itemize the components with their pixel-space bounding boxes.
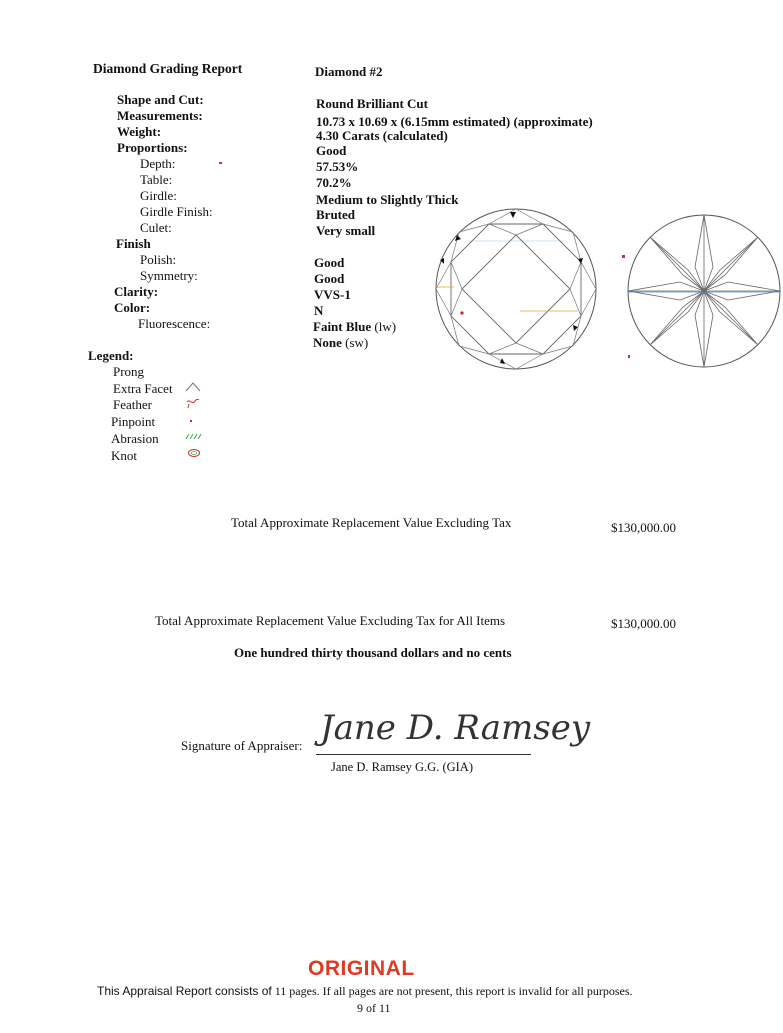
girdle-label: Girdle: <box>140 188 177 203</box>
culet-label: Culet: <box>140 220 172 235</box>
diamond-id: Diamond #2 <box>315 64 383 79</box>
shape-value: Round Brilliant Cut <box>316 96 428 111</box>
table-value: 70.2% <box>316 175 352 190</box>
weight-label: Weight: <box>117 124 162 139</box>
pinpoint-icon <box>190 420 192 422</box>
fluorescence-sw-note: (sw) <box>345 335 369 350</box>
signature-line <box>316 754 531 755</box>
feather-icon <box>185 396 201 410</box>
measurements-value: 10.73 x 10.69 x (6.15mm estimated) (approximate) <box>316 114 593 129</box>
pinpoint-mark <box>622 255 625 258</box>
pinpoint-mark <box>628 355 630 358</box>
report-title: Diamond Grading Report <box>93 61 243 76</box>
color-label: Color: <box>114 300 151 315</box>
color-value: N <box>314 303 324 318</box>
shape-label: Shape and Cut: <box>117 92 204 107</box>
legend-extra-facet: Extra Facet <box>113 381 173 396</box>
abrasion-icon <box>184 431 202 441</box>
appraiser-name: Jane D. Ramsey G.G. (GIA) <box>331 760 473 774</box>
legend-pinpoint: Pinpoint <box>111 414 156 429</box>
girdle-value: Medium to Slightly Thick <box>316 192 459 207</box>
clarity-value: VVS-1 <box>314 287 351 302</box>
clarity-label: Clarity: <box>114 284 159 299</box>
knot-icon <box>186 447 202 459</box>
extra-facet-icon <box>185 381 201 393</box>
value-in-words: One hundred thirty thousand dollars and no cents <box>234 645 512 660</box>
fluorescence-sw-value: None <box>313 335 342 350</box>
symmetry-value: Good <box>314 271 345 286</box>
pavilion-plot-diagram <box>625 212 783 370</box>
all-items-value: $130,000.00 <box>611 616 676 631</box>
girdle-finish-label: Girdle Finish: <box>140 204 213 219</box>
page-number: 9 of 11 <box>357 1001 391 1015</box>
polish-value: Good <box>314 255 345 270</box>
culet-value: Very small <box>316 223 376 238</box>
pinpoint-mark <box>219 162 222 164</box>
depth-label: Depth: <box>140 156 176 171</box>
fluorescence-sw <box>313 335 368 351</box>
footer-notice-part1: This Appraisal Report consists of <box>97 984 272 998</box>
girdle-finish-value: Bruted <box>316 207 355 222</box>
legend-knot: Knot <box>111 448 137 463</box>
footer-notice <box>97 984 633 999</box>
fluorescence-lw-value: Faint Blue <box>313 319 372 334</box>
measurements-label: Measurements: <box>117 108 203 123</box>
legend-abrasion: Abrasion <box>111 431 159 446</box>
table-label: Table: <box>140 172 173 187</box>
handwritten-signature: Jane D. Ramsey <box>320 708 591 748</box>
legend-feather: Feather <box>113 397 152 412</box>
item-value: $130,000.00 <box>611 520 676 535</box>
proportions-label: Proportions: <box>117 140 188 155</box>
legend-title: Legend: <box>88 348 134 363</box>
depth-value: 57.53% <box>316 159 359 174</box>
original-stamp: ORIGINAL <box>308 957 415 980</box>
footer-notice-part2: 11 pages. If all pages are not present, this report is invalid for all purposes. <box>274 984 633 998</box>
signature-label: Signature of Appraiser: <box>181 738 303 753</box>
symmetry-label: Symmetry: <box>140 268 198 283</box>
fluorescence-label: Fluorescence: <box>138 316 211 331</box>
fluorescence-lw <box>313 319 396 335</box>
fluorescence-lw-note: (lw) <box>374 319 397 334</box>
item-value-label: Total Approximate Replacement Value Excluding Tax <box>231 515 512 530</box>
crown-plot-diagram <box>432 205 600 373</box>
weight-value: 4.30 Carats (calculated) <box>316 128 448 143</box>
polish-label: Polish: <box>140 252 177 267</box>
finish-label: Finish <box>116 236 151 251</box>
legend-prong: Prong <box>113 364 145 379</box>
proportions-value: Good <box>316 143 347 158</box>
all-items-value-label: Total Approximate Replacement Value Excluding Tax for All Items <box>155 613 506 628</box>
